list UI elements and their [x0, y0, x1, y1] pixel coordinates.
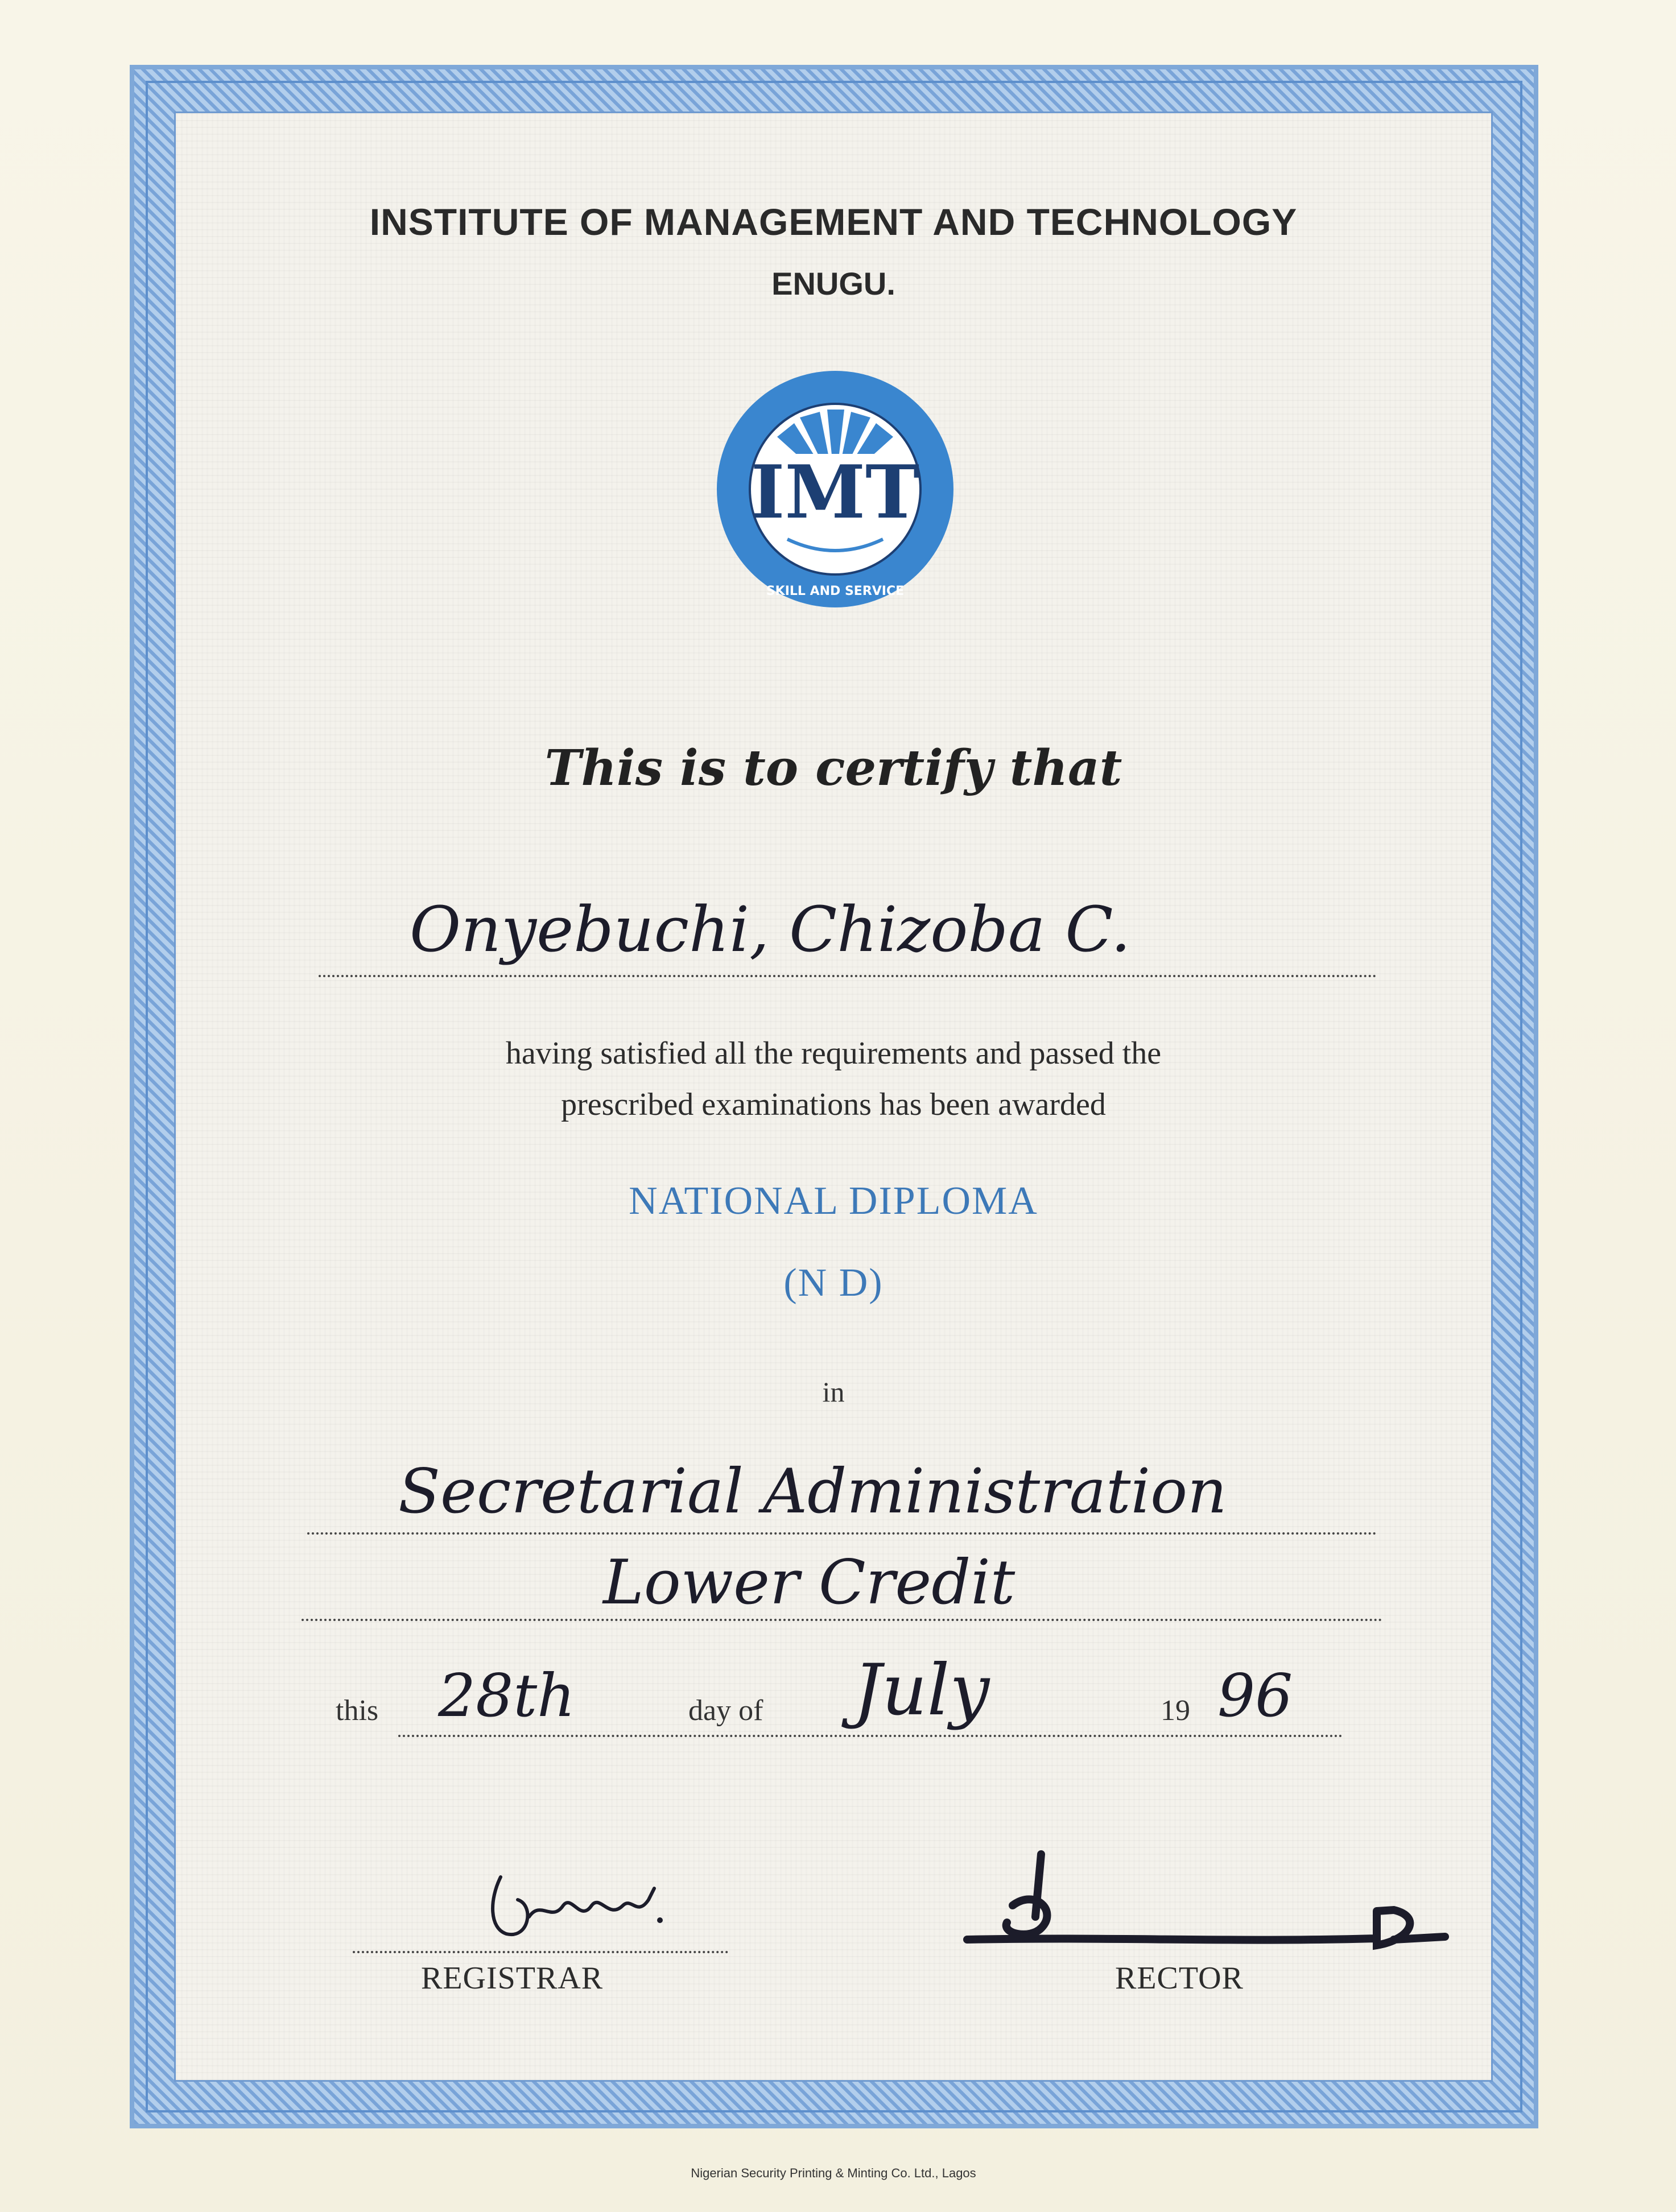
institution-name: INSTITUTE OF MANAGEMENT AND TECHNOLOGY [369, 201, 1298, 243]
recipient-name: Onyebuchi, Chizoba C. [410, 893, 1131, 966]
registrar-signature-icon [467, 1866, 705, 1951]
field-of-study: Secretarial Administration [398, 1456, 1227, 1527]
seal-monogram: IMT [750, 450, 920, 535]
name-underline [319, 975, 1377, 977]
date-day-word: day of [688, 1694, 763, 1727]
date-prefix: this [336, 1694, 379, 1727]
date-underline [398, 1735, 1343, 1737]
registrar-line [353, 1951, 728, 1953]
printer-credit: Nigerian Security Printing & Minting Co. Ltd., Lagos [691, 2166, 976, 2180]
grade-underline [302, 1619, 1382, 1621]
statement-line-2: prescribed examinations has been awarded [561, 1087, 1106, 1122]
date-century: 19 [1161, 1694, 1190, 1727]
in-word: in [822, 1376, 845, 1408]
award-abbreviation: (N D) [783, 1261, 884, 1305]
date-year-suffix: 96 [1217, 1661, 1293, 1730]
certify-heading: This is to certify that [544, 739, 1122, 797]
rector-signature-icon [944, 1843, 1456, 1968]
field-underline [307, 1532, 1377, 1535]
award-title: NATIONAL DIPLOMA [629, 1179, 1038, 1223]
registrar-label: REGISTRAR [421, 1961, 604, 1996]
rector-label: RECTOR [1115, 1961, 1244, 1996]
institution-city: ENUGU. [771, 266, 895, 301]
date-month: July [853, 1649, 990, 1731]
statement-line-1: having satisfied all the requirements and passed the [505, 1036, 1162, 1071]
seal-motto: SKILL AND SERVICE [766, 584, 905, 598]
grade: Lower Credit [603, 1547, 1015, 1618]
institution-seal-icon [715, 369, 956, 610]
date-day: 28th [438, 1661, 576, 1730]
